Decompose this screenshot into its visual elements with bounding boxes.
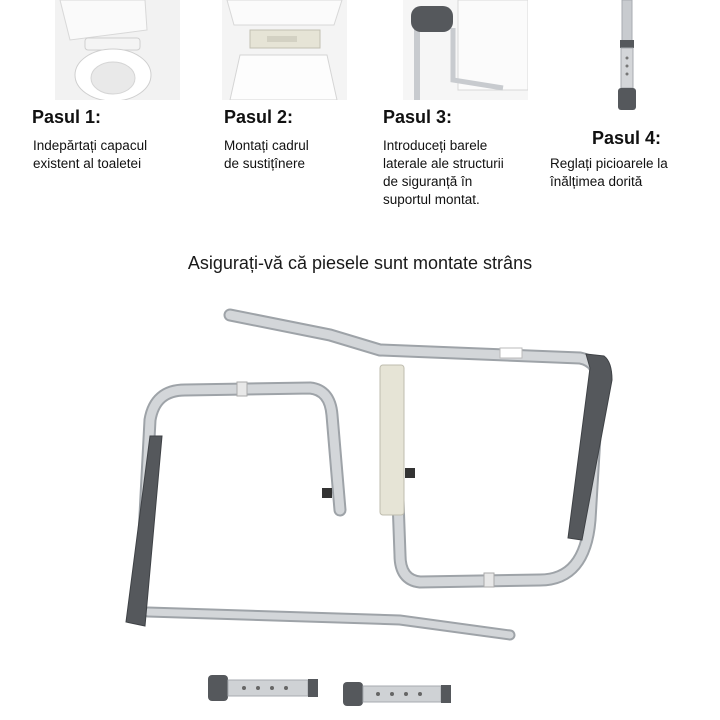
step-2-photo [222,0,347,100]
step-1-title: Pasul 1: [32,107,102,127]
step-2-title: Pasul 2: [224,107,294,127]
right-armrest-frame [230,315,612,587]
step-1-text: Indepărtați capacul existent al toaletei [33,138,148,171]
step-3-title: Pasul 3: [383,107,453,127]
step-4-title: Pasul 4: [592,128,662,148]
step-3-photo [403,0,528,100]
safety-frame-parts-illustration [0,290,720,720]
left-armrest-frame [126,382,510,635]
adjustable-leg-1 [208,675,318,701]
mounting-bracket [380,365,415,515]
step-1-photo [55,0,180,100]
step-4-text: Reglați picioarele la înălțimea dorită [550,156,668,189]
assembly-headline: Asigurați-vă că piesele sunt montate strâns [187,253,533,273]
step-2-text: Montați cadrul de sustițînere [224,138,309,171]
step-3-text: Introduceți barele laterale ale structurii de siguranță în suportul montat. [383,138,504,207]
adjustable-leg-2 [343,682,451,706]
step-4-photo [598,0,663,118]
